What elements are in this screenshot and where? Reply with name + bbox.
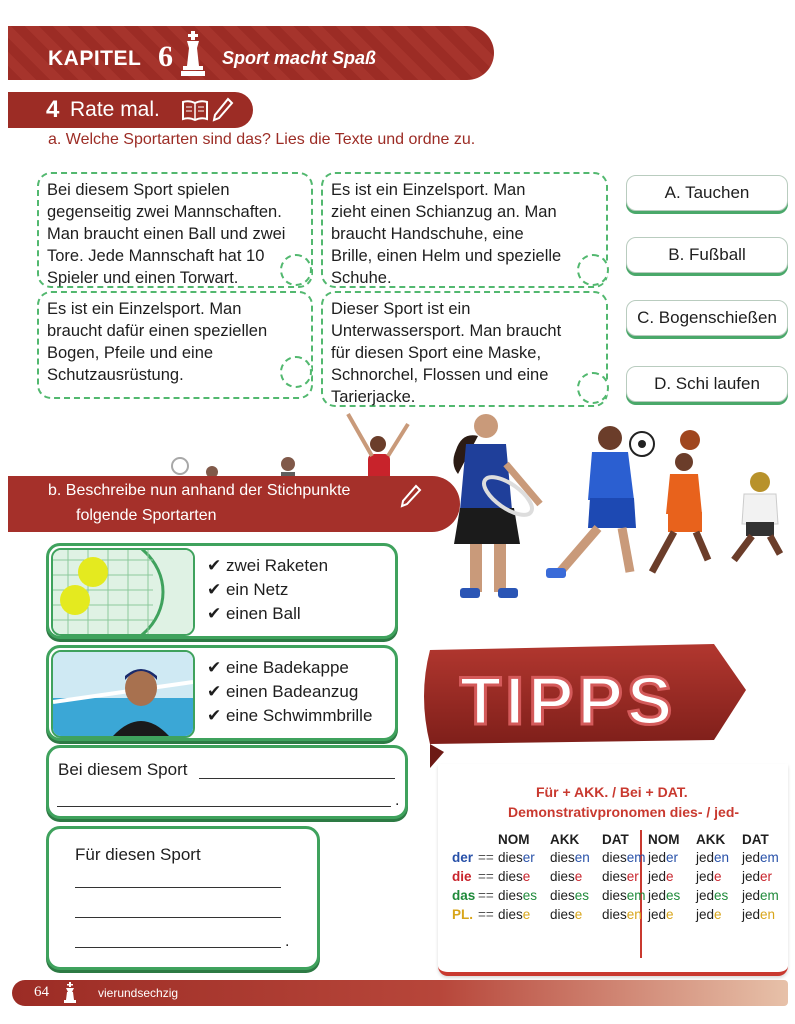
pronoun-stem: dies xyxy=(550,850,575,865)
chapter-title: Sport macht Spaß xyxy=(222,48,377,68)
pronoun-cell xyxy=(742,869,772,884)
writing-line xyxy=(199,778,395,779)
pronoun-ending: em xyxy=(760,888,779,903)
pronoun-cell xyxy=(602,888,646,903)
pronoun-cell xyxy=(602,869,639,884)
writing-box-2[interactable] xyxy=(46,826,320,970)
grammar-rule-2: Demonstrativpronomen dies- / jed- xyxy=(508,804,740,820)
pronoun-stem: jed xyxy=(742,888,761,903)
text-line: braucht dafür einen speziellen xyxy=(47,322,268,340)
pronoun-stem: jed xyxy=(696,869,715,884)
pronoun-cell xyxy=(498,907,530,922)
list-item: ✔ eine Badekappe xyxy=(207,658,349,677)
pencil-icon xyxy=(400,484,422,508)
pronoun-ending: es xyxy=(522,888,538,903)
pronoun-ending: er xyxy=(626,869,639,884)
list-item: ✔ zwei Raketen xyxy=(207,556,329,575)
chapter-number: 6 xyxy=(158,40,173,73)
pronoun-ending: es xyxy=(666,888,681,903)
pronoun-cell xyxy=(648,888,680,903)
grammar-rule-1: Für + AKK. / Bei + DAT. xyxy=(536,784,688,800)
pronoun-cell xyxy=(648,850,678,865)
text-line: gegenseitig zwei Mannschaften. xyxy=(47,203,282,221)
tennis-item-list xyxy=(207,554,328,626)
text-line: Unterwassersport. Man braucht xyxy=(331,322,562,340)
text-line: Schnorchel, Flossen und eine xyxy=(331,366,549,384)
article-label: die xyxy=(452,869,472,884)
text-line: Dieser Sport ist ein xyxy=(331,300,471,318)
col-header: AKK xyxy=(696,832,726,847)
col-header: DAT xyxy=(602,832,629,847)
writing-line xyxy=(75,917,281,918)
col-header: NOM xyxy=(648,832,680,847)
pronoun-stem: jed xyxy=(648,850,667,865)
pronoun-cell xyxy=(498,869,530,884)
pronoun-cell xyxy=(696,907,722,922)
pronoun-stem: jed xyxy=(742,869,761,884)
pronoun-ending: e xyxy=(714,869,722,884)
writing-line xyxy=(75,947,281,948)
col-header: NOM xyxy=(498,832,530,847)
part-b-instruction-line2: folgende Sportarten xyxy=(76,507,217,524)
answer-fussball[interactable]: B. Fußball xyxy=(626,237,788,273)
pronoun-ending: em xyxy=(760,850,779,865)
answer-circle-3[interactable] xyxy=(280,356,312,388)
tennis-balls-image xyxy=(53,550,193,634)
tipps-title: TIPPS xyxy=(459,663,677,739)
part-b-banner xyxy=(8,476,460,532)
swimmer-photo xyxy=(53,652,193,736)
text-line: Spieler und einen Torwart. xyxy=(47,269,239,287)
pronoun-stem: jed xyxy=(696,888,715,903)
pronoun-cell xyxy=(696,869,722,884)
pronoun-cell xyxy=(550,850,590,865)
article-label: der xyxy=(452,850,474,865)
pronoun-ending: en xyxy=(574,850,590,865)
pronoun-stem: dies xyxy=(602,888,627,903)
pronoun-cell xyxy=(696,850,729,865)
list-item: ✔ einen Ball xyxy=(207,604,301,623)
pronoun-stem: jed xyxy=(648,907,667,922)
pronoun-ending: er xyxy=(760,869,773,884)
pronoun-cell xyxy=(498,850,535,865)
article-label: das xyxy=(452,888,476,903)
tennis-image xyxy=(51,548,195,636)
pronoun-cell xyxy=(550,888,589,903)
pronoun-stem: dies xyxy=(550,907,575,922)
writing-line xyxy=(75,887,281,888)
soccer-player-figure xyxy=(546,426,654,578)
list-item: ✔ eine Schwimmbrille xyxy=(207,706,373,725)
text-line: Brille, einen Helm und spezielle xyxy=(331,247,562,265)
part-a-instruction: a. Welche Sportarten sind das? Lies die Texte und ordne zu. xyxy=(48,131,476,148)
pronoun-ending: en xyxy=(714,850,730,865)
pronoun-ending: e xyxy=(666,869,674,884)
section-number: 4 xyxy=(46,96,60,123)
pronoun-stem: jed xyxy=(648,888,667,903)
equals-mark: == xyxy=(478,907,494,922)
chapter-label: KAPITEL xyxy=(48,47,142,70)
pronoun-cell xyxy=(742,907,775,922)
col-header: DAT xyxy=(742,832,769,847)
pronoun-ending: e xyxy=(574,907,583,922)
equals-mark: == xyxy=(478,850,494,865)
period-mark: . xyxy=(285,933,290,950)
equals-mark: == xyxy=(478,888,494,903)
answer-circle-1[interactable] xyxy=(280,254,312,286)
pronoun-stem: jed xyxy=(742,907,761,922)
text-box-3 xyxy=(37,291,313,399)
text-line: Bei diesem Sport spielen xyxy=(47,181,230,199)
text-line: Bogen, Pfeile und eine xyxy=(47,344,214,362)
text-line: Es ist ein Einzelsport. Man xyxy=(47,300,242,318)
swimming-item-list xyxy=(207,656,372,728)
list-item: ✔ ein Netz xyxy=(207,580,289,599)
writing-prompt-2: Für diesen Sport xyxy=(75,845,201,864)
pronoun-cell xyxy=(696,888,728,903)
pronoun-stem: dies xyxy=(602,907,627,922)
pronoun-stem: jed xyxy=(648,869,667,884)
answer-bogenschiessen[interactable]: C. Bogenschießen xyxy=(626,300,788,336)
pronoun-stem: dies xyxy=(498,850,523,865)
page-number: 64 xyxy=(34,984,49,1000)
page-footer xyxy=(12,980,788,1006)
pronoun-cell xyxy=(742,888,779,903)
writing-prompt-1: Bei diesem Sport xyxy=(58,760,188,779)
pronoun-stem: jed xyxy=(696,850,715,865)
american-football-player-figure xyxy=(734,472,780,560)
pronoun-ending: e xyxy=(522,907,531,922)
pronoun-ending: e xyxy=(574,869,583,884)
text-line: Tore. Jede Mannschaft hat 10 xyxy=(47,247,265,265)
pronoun-cell xyxy=(550,907,582,922)
pronoun-ending: em xyxy=(626,888,646,903)
pronoun-ending: es xyxy=(714,888,729,903)
text-box-1 xyxy=(37,172,313,288)
pronoun-cell xyxy=(742,850,779,865)
answer-schi-laufen[interactable]: D. Schi laufen xyxy=(626,366,788,402)
text-line: Schuhe. xyxy=(331,269,392,287)
pronoun-stem: dies xyxy=(498,888,523,903)
answer-circle-2[interactable] xyxy=(577,254,609,286)
pronoun-ending: es xyxy=(574,888,590,903)
pronoun-ending: en xyxy=(626,907,642,922)
list-item: ✔ einen Badeanzug xyxy=(207,682,359,701)
tipps-banner xyxy=(418,640,748,772)
answer-circle-4[interactable] xyxy=(577,372,609,404)
pronoun-stem: dies xyxy=(498,907,523,922)
text-line: Tarierjacke. xyxy=(331,388,416,406)
part-b-instruction-line1: b. Beschreibe nun anhand der Stichpunkte xyxy=(48,482,351,499)
swimmer-image xyxy=(51,650,195,738)
pencil-icon xyxy=(212,97,234,123)
pronoun-stem: dies xyxy=(602,850,627,865)
pronoun-cell xyxy=(648,869,674,884)
pronoun-stem: dies xyxy=(498,869,523,884)
pronoun-ending: er xyxy=(666,850,679,865)
basketball-player-figure xyxy=(652,430,708,572)
pronoun-cell xyxy=(648,907,674,922)
pronoun-cell xyxy=(602,907,642,922)
pronoun-ending: er xyxy=(522,850,535,865)
pronoun-stem: dies xyxy=(550,888,575,903)
text-line: Es ist ein Einzelsport. Man xyxy=(331,181,526,199)
period-mark: . xyxy=(395,792,400,809)
text-line: zieht einen Schianzug an. Man xyxy=(331,203,557,221)
pronoun-cell xyxy=(498,888,537,903)
pronoun-stem: dies xyxy=(602,869,627,884)
pronoun-cell xyxy=(550,869,582,884)
chess-king-icon xyxy=(62,982,78,1004)
pronoun-stem: jed xyxy=(742,850,761,865)
col-header: AKK xyxy=(550,832,580,847)
pronoun-ending: en xyxy=(760,907,776,922)
tennis-list-box xyxy=(46,543,398,639)
article-label: PL. xyxy=(452,907,474,922)
pronoun-ending: e xyxy=(666,907,674,922)
section-title: Rate mal. xyxy=(70,98,160,121)
section-header xyxy=(8,92,253,128)
chapter-banner xyxy=(8,26,494,80)
pronoun-ending: e xyxy=(522,869,531,884)
page-number-word: vierundsechzig xyxy=(98,986,179,1000)
text-box-2 xyxy=(321,172,608,288)
book-icon xyxy=(182,99,208,121)
pronoun-stem: dies xyxy=(550,869,575,884)
pronoun-stem: jed xyxy=(696,907,715,922)
tennis-player-figure xyxy=(453,414,540,598)
answer-tauchen[interactable]: A. Tauchen xyxy=(626,175,788,211)
text-box-4 xyxy=(321,291,608,407)
pronoun-ending: e xyxy=(714,907,722,922)
pronoun-ending: em xyxy=(626,850,646,865)
chess-king-icon xyxy=(180,31,206,77)
equals-mark: == xyxy=(478,869,494,884)
swimming-list-box xyxy=(46,645,398,741)
writing-box-1[interactable] xyxy=(46,745,408,819)
text-line: braucht Handschuhe, eine xyxy=(331,225,524,243)
text-line: Schutzausrüstung. xyxy=(47,366,184,384)
grammar-tip-card xyxy=(438,764,788,976)
text-line: für diesen Sport eine Maske, xyxy=(331,344,542,362)
text-line: Man braucht einen Ball und zwei xyxy=(47,225,286,243)
pronoun-cell xyxy=(602,850,646,865)
writing-line xyxy=(57,806,391,807)
